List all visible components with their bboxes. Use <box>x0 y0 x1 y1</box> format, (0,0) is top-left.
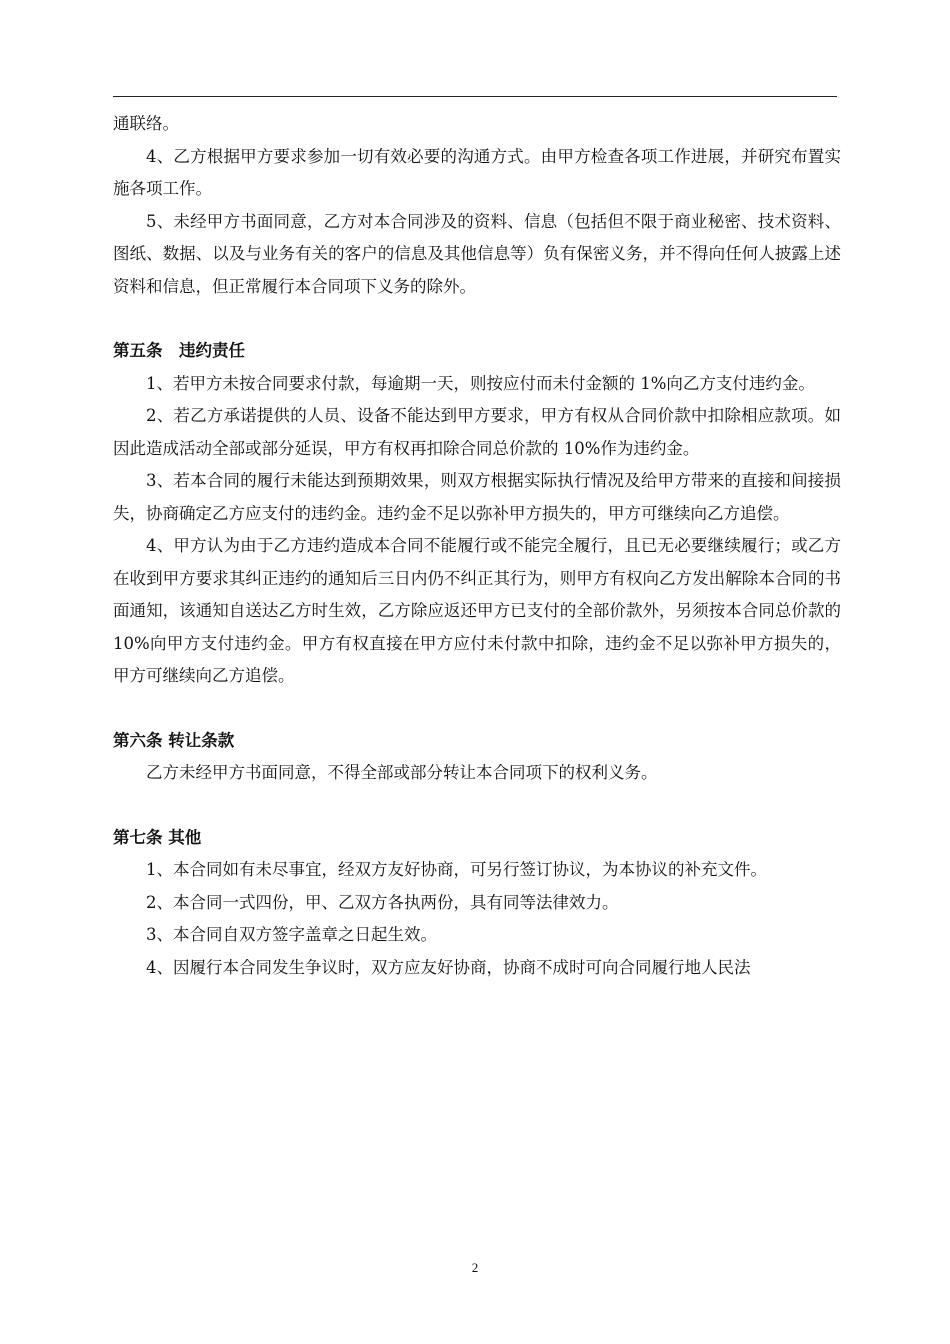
section-6-title: 第六条 转让条款 <box>113 730 235 750</box>
page-number: 2 <box>471 1260 479 1275</box>
clause-7-3: 3、本合同自双方签字盖章之日起生效。 <box>146 925 437 944</box>
clause-7-4: 4、因履行本合同发生争议时，双方应友好协商，协商不成时可向合同履行地人民法 <box>146 957 751 977</box>
clause-4-5: 5、未经甲方书面同意，乙方对本合同涉及的资料、信息（包括但不限于商业秘密、技术资料、图纸、数据、以及与业务有关的客户的信息及其他信息等）负有保密义务，并不得向任何人披露上述资料和信息，但正常履行本合同项下义务的除外。 <box>113 211 841 296</box>
section-5-title: 第五条 违约责任 <box>113 341 245 360</box>
clause-7-2: 2、本合同一式四份，甲、乙双方各执两份，具有同等法律效力。 <box>146 892 619 912</box>
clause-5-4: 4、甲方认为由于乙方违约造成本合同不能履行或不能完全履行，且已无必要继续履行；或乙方在收到甲方要求其纠正违约的通知后三日内仍不纠正其行为，则甲方有权向乙方发出解除本合同的书面通知，该通知自送达乙方时生效，乙方除应返还甲方已支付的全部价款外，另须按本合同总价款的 10%向甲方支付违约金。甲方有权直接在甲方应付未付款中扣除，违约金不足以弥补甲方损失的，甲方可继续向乙方追偿。 <box>113 536 841 685</box>
header-rule <box>113 96 837 97</box>
clause-4-4: 4、乙方根据甲方要求参加一切有效必要的沟通方式。由甲方检查各项工作进展，并研究布置实施各项工作。 <box>113 146 841 198</box>
contract-body <box>113 108 841 984</box>
continuation-text: 通联络。 <box>113 114 179 133</box>
clause-7-1: 1、本合同如有未尽事宜，经双方友好协商，可另行签订协议，为本协议的补充文件。 <box>146 860 767 879</box>
clause-5-2: 2、若乙方承诺提供的人员、设备不能达到甲方要求，甲方有权从合同价款中扣除相应款项。如因此造成活动全部或部分延误，甲方有权再扣除合同总价款的 10%作为违约金。 <box>113 406 841 458</box>
clause-5-3: 3、若本合同的履行未能达到预期效果，则双方根据实际执行情况及给甲方带来的直接和间接损失，协商确定乙方应支付的违约金。违约金不足以弥补甲方损失的，甲方可继续向乙方追偿。 <box>113 471 841 523</box>
section-7-title: 第七条 其他 <box>113 827 202 847</box>
clause-6-body: 乙方未经甲方书面同意，不得全部或部分转让本合同项下的权利义务。 <box>146 763 658 782</box>
clause-5-1: 1、若甲方未按合同要求付款，每逾期一天，则按应付而未付金额的 1%向乙方支付违约金。 <box>146 373 815 393</box>
